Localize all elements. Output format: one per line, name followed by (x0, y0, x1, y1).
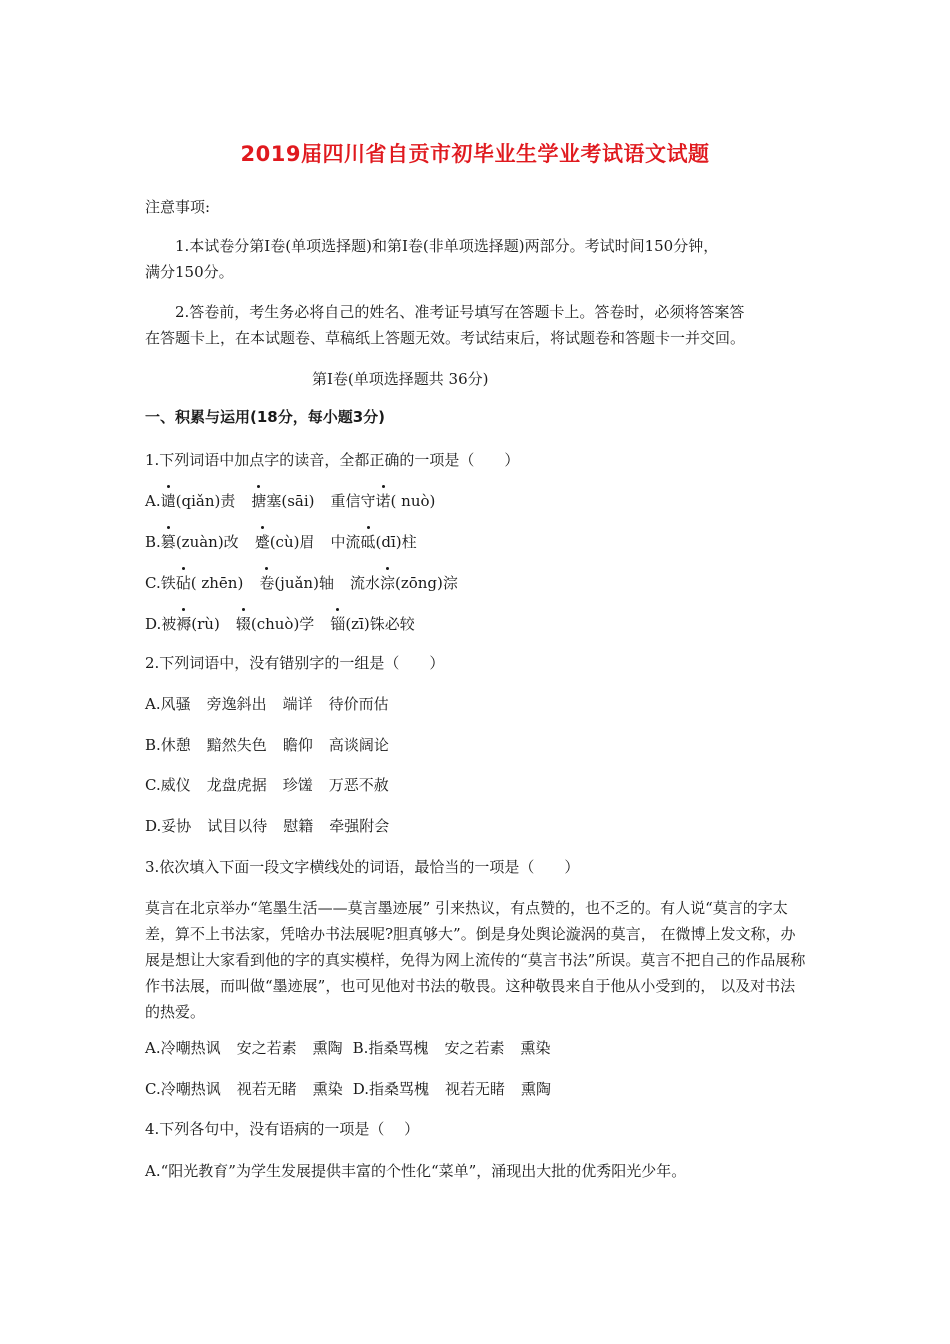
option-text: B.指桑骂槐 (352, 1039, 429, 1057)
option-text: 塞(sāi) (266, 492, 315, 510)
dotted-char: 诺 (375, 492, 391, 510)
option-text: ( nuò) (390, 492, 436, 510)
option-text: 旁逸斜出 (206, 695, 267, 713)
dotted-char: 卷 (259, 574, 275, 592)
option-letter: C.铁 (145, 574, 176, 592)
option-text: 待价而估 (328, 695, 389, 713)
question-4-stem: 4.下列各句中，没有语病的一项是（ ） (145, 1120, 420, 1138)
option-text: 慰籍 (283, 817, 314, 835)
question-3-options-cd (145, 1078, 551, 1100)
option-text: (rù) (191, 615, 220, 633)
dotted-char: 砥 (360, 533, 376, 551)
question-3-passage: 莫言在北京举办“笔墨生活——莫言墨迹展” 引来热议，有点赞的，也不乏的。有人说“莫言的字太差，算不上书法家，凭啥办书法展呢?胆真够大”。倒是身处舆论漩涡的莫言， 在微博上发文称，办展是想让大家看到他的字的真实模样，免得为网上流传的“莫言书法”所误。莫言不把自己的作品展称作书法展，而叫做“墨迹展”，也可见他对书法的敬畏。这种敬畏来自于他从小受到的， 以及对书法的热爱。 (145, 899, 806, 1021)
option-text: C.冷嘲热讽 (145, 1080, 221, 1098)
option-text: (juǎn)轴 (274, 574, 334, 592)
option-text: 珍馐 (282, 776, 313, 794)
question-2-stem: 2.下列词语中，没有错别字的一组是（ ） (145, 654, 445, 672)
notice-item-2-line-1: 2.答卷前，考生务必将自己的姓名、准考证号填写在答题卡上。答卷时，必须将答案答 (175, 303, 745, 321)
dotted-char: 锱 (330, 615, 346, 633)
dotted-char: 砧 (175, 574, 191, 592)
question-2-option-a (145, 693, 389, 715)
dotted-char: 谴 (160, 492, 176, 510)
question-4-option-a: A.“阳光教育”为学生发展提供丰富的个性化“菜单”，涌现出大批的优秀阳光少年。 (145, 1162, 687, 1180)
option-text: 熏陶 (521, 1080, 552, 1098)
question-2-option-c (145, 774, 389, 796)
option-text: ( zhēn) (190, 574, 244, 592)
option-text: 龙盘虎据 (206, 776, 267, 794)
option-text: 高谈阔论 (328, 736, 389, 754)
option-text: A.风骚 (145, 695, 191, 713)
option-text: 安之若素 (236, 1039, 297, 1057)
part-1-heading: 第Ⅰ卷(单项选择题共 36分) (312, 370, 489, 388)
dotted-char: 辍 (235, 615, 251, 633)
option-text: 瞻仰 (282, 736, 313, 754)
option-text: A.冷嘲热讽 (145, 1039, 221, 1057)
page-title: 2019届四川省自贡市初毕业生学业考试语文试题 (240, 142, 710, 166)
option-text: D.妥协 (145, 817, 192, 835)
option-text: (zī)铢必较 (345, 615, 415, 633)
option-letter: D.被 (145, 615, 177, 633)
option-text: 黯然失色 (206, 736, 267, 754)
question-1-stem: 1.下列词语中加点字的读音，全都正确的一项是（ ） (145, 451, 520, 469)
option-text: (dī)柱 (375, 533, 417, 551)
option-text: 试目以待 (207, 817, 268, 835)
question-1-option-c (145, 572, 458, 594)
dotted-char: 篡 (160, 533, 176, 551)
option-text: 万恶不赦 (328, 776, 389, 794)
option-letter: B. (145, 533, 161, 551)
dotted-char: 淙 (379, 574, 395, 592)
option-text: 熏陶 (312, 1039, 343, 1057)
option-text: B.休憩 (145, 736, 191, 754)
option-text: C.威仪 (145, 776, 191, 794)
option-text: 安之若素 (444, 1039, 505, 1057)
option-text: 熏染 (312, 1080, 343, 1098)
question-3-options-ab (145, 1037, 550, 1059)
section-1-heading: 一、积累与运用(18分，每小题3分) (145, 408, 386, 426)
question-1-option-a (145, 490, 435, 512)
notice-heading: 注意事项: (145, 198, 211, 216)
dotted-char: 蹙 (254, 533, 270, 551)
option-text: (chuò)学 (250, 615, 315, 633)
option-text: 流水 (349, 574, 380, 592)
option-text: 重信守 (330, 492, 376, 510)
dotted-char: 搪 (251, 492, 267, 510)
option-text: (qiǎn)责 (175, 492, 236, 510)
notice-item-2-line-2: 在答题卡上，在本试题卷、草稿纸上答题无效。考试结束后，将试题卷和答题卡一并交回。 (145, 329, 746, 347)
question-1-option-b (145, 531, 417, 553)
option-text: (zōng)淙 (394, 574, 458, 592)
notice-item-1-line-1: 1.本试卷分第Ⅰ卷(单项选择题)和第Ⅰ卷(非单项选择题)两部分。考试时间150分钟， (175, 237, 719, 255)
option-text: 熏染 (520, 1039, 551, 1057)
option-text: D.指桑骂槐 (352, 1080, 430, 1098)
question-2-option-b (145, 734, 389, 756)
dotted-char: 褥 (176, 615, 192, 633)
option-text: 视若无睹 (445, 1080, 506, 1098)
option-letter: A. (145, 492, 161, 510)
option-text: (cù)眉 (269, 533, 315, 551)
question-1-option-d (145, 613, 415, 635)
notice-item-1-line-2: 满分150分。 (145, 263, 234, 281)
option-text: 中流 (330, 533, 361, 551)
question-3-stem: 3.依次填入下面一段文字横线处的词语，最恰当的一项是（ ） (145, 858, 580, 876)
option-text: 牵强附会 (329, 817, 390, 835)
option-text: 端详 (282, 695, 313, 713)
question-2-option-d (145, 815, 389, 837)
option-text: 视若无睹 (236, 1080, 297, 1098)
option-text: (zuàn)改 (175, 533, 239, 551)
